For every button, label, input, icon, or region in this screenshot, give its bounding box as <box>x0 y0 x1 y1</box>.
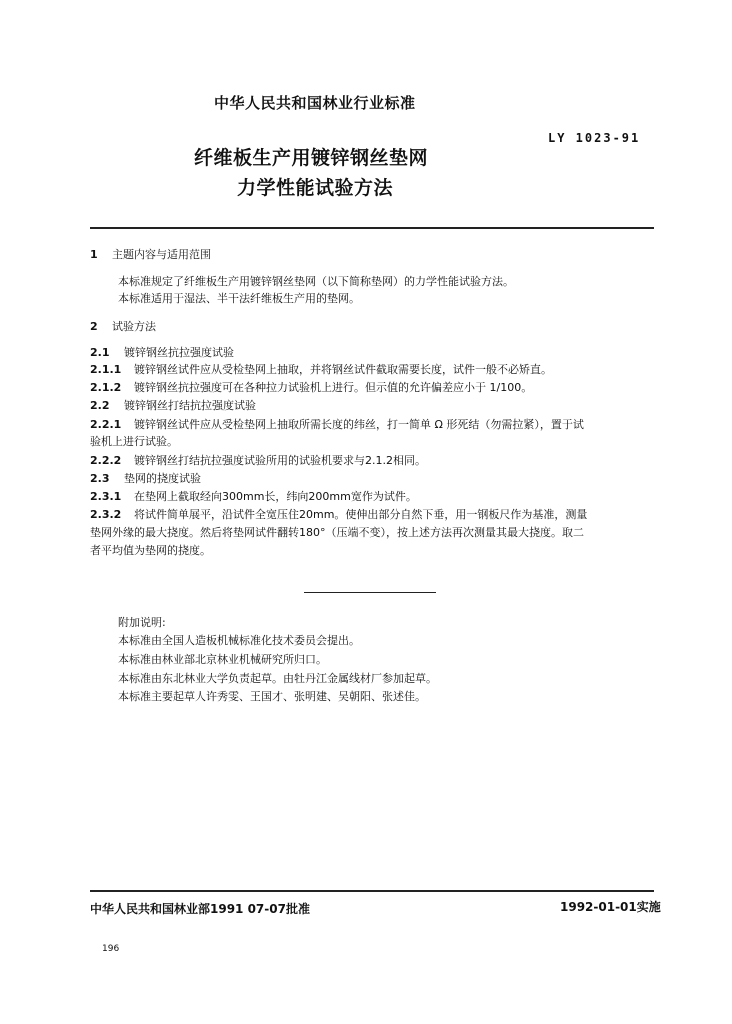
clause-2-2-1 <box>90 418 584 432</box>
section-number: 2 <box>90 320 98 333</box>
subsection-2-2-heading <box>90 399 256 413</box>
clause-text: 将试件简单展平，沿试件全宽压住20mm。使伸出部分自然下垂，用一钢板尺作为基准，测量 <box>134 508 588 521</box>
clause-continuation: 者平均值为垫网的挠度。 <box>90 544 211 557</box>
clause-text: 镀锌钢丝试件应从受检垫网上抽取，并将钢丝试件截取需要长度，试件一般不必矫直。 <box>134 363 552 376</box>
clause-number: 2.3.1 <box>90 490 122 503</box>
header-divider <box>90 227 654 229</box>
section-title: 垫网的挠度试验 <box>124 472 201 485</box>
section-title: 镀锌钢丝打结抗拉强度试验 <box>124 399 256 412</box>
section-title: 主题内容与适用范围 <box>112 248 211 261</box>
clause-2-1-1 <box>90 363 552 377</box>
page-number: 196 <box>102 944 120 954</box>
section-number: 1 <box>90 248 98 261</box>
section-2-heading <box>90 320 156 334</box>
standard-code: LY 1023-91 <box>548 131 641 145</box>
note-item: 本标准主要起草人许秀雯、王国才、张明建、吴朝阳、张述佳。 <box>118 690 426 703</box>
note-item: 本标准由林业部北京林业机械研究所归口。 <box>118 653 327 666</box>
notes-title: 附加说明: <box>118 616 166 629</box>
section-1-heading <box>90 248 211 262</box>
clause-text: 镀锌钢丝打结抗拉强度试验所用的试验机要求与2.1.2相同。 <box>134 454 426 467</box>
note-item: 本标准由全国人造板机械标准化技术委员会提出。 <box>118 634 360 647</box>
subsection-2-1-heading <box>90 346 234 360</box>
clause-2-2-2 <box>90 454 426 468</box>
clause-number: 2.1.2 <box>90 381 122 394</box>
effective-date: 1992-01-01实施 <box>560 900 661 914</box>
subsection-2-3-heading <box>90 472 201 486</box>
clause-continuation: 验机上进行试验。 <box>90 435 178 448</box>
clause-number: 2.2.2 <box>90 454 122 467</box>
document-title-line2: 力学性能试验方法 <box>237 177 394 199</box>
clause-continuation: 垫网外缘的最大挠度。然后将垫网试件翻转180°（压端不变），按上述方法再次测量其最大挠度。取二 <box>90 526 584 539</box>
note-item: 本标准由东北林业大学负责起草。由牡丹江金属线材厂参加起草。 <box>118 672 437 685</box>
section-title: 镀锌钢丝抗拉强度试验 <box>124 346 234 359</box>
section-number: 2.2 <box>90 399 110 412</box>
paragraph: 本标准适用于湿法、半干法纤维板生产用的垫网。 <box>118 292 360 305</box>
clause-2-1-2 <box>90 381 532 395</box>
footer-divider <box>90 890 654 892</box>
clause-text: 镀锌钢丝抗拉强度可在各种拉力试验机上进行。但示值的允许偏差应小于 1/100。 <box>134 381 533 394</box>
section-number: 2.3 <box>90 472 110 485</box>
clause-2-3-1 <box>90 490 417 504</box>
clause-number: 2.1.1 <box>90 363 122 376</box>
section-title: 试验方法 <box>112 320 156 333</box>
clause-2-3-2 <box>90 508 587 522</box>
section-number: 2.1 <box>90 346 110 359</box>
clause-text: 镀锌钢丝试件应从受检垫网上抽取所需长度的纬丝，打一简单 Ω 形死结（勿需拉紧），置于试 <box>134 418 584 431</box>
issuing-organization: 中华人民共和国林业行业标准 <box>214 94 416 112</box>
clause-number: 2.3.2 <box>90 508 122 521</box>
approval-line: 中华人民共和国林业部1991 07-07批准 <box>90 902 310 916</box>
clause-number: 2.2.1 <box>90 418 122 431</box>
clause-text: 在垫网上截取经向300mm长，纬向200mm宽作为试件。 <box>134 490 417 503</box>
section-divider <box>304 592 436 593</box>
paragraph: 本标准规定了纤维板生产用镀锌钢丝垫网（以下简称垫网）的力学性能试验方法。 <box>118 275 514 288</box>
document-title-line1: 纤维板生产用镀锌钢丝垫网 <box>194 147 429 169</box>
